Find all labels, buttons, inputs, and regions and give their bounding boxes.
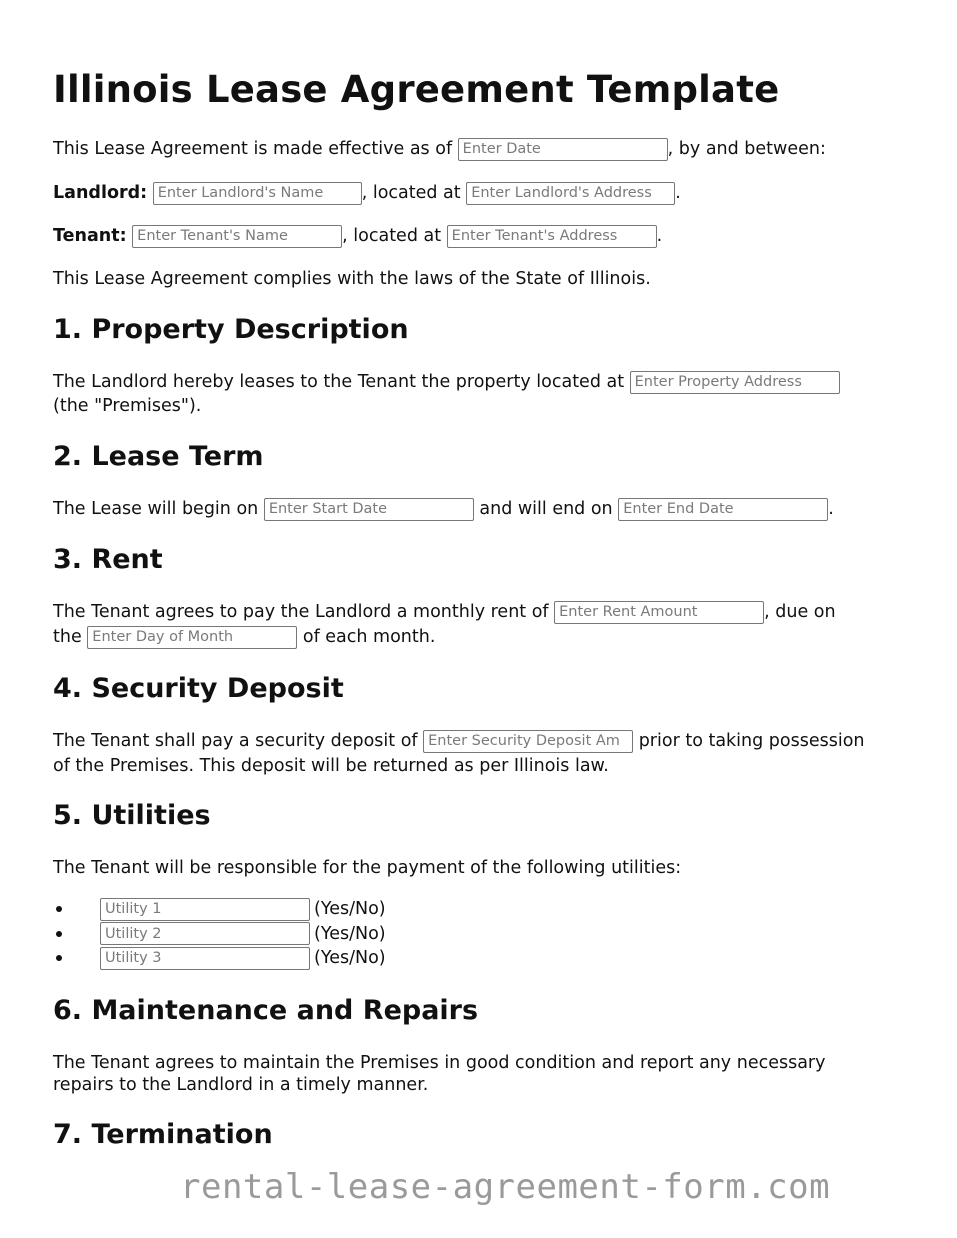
- tenant-located-text: , located at: [342, 226, 447, 246]
- deposit-text: The Tenant shall pay a security deposit of: [53, 731, 424, 751]
- list-item: [78, 897, 386, 922]
- maintenance-line-1: The Tenant agrees to maintain the Premises in good condition and report any necessary: [53, 1053, 826, 1073]
- landlord-label: Landlord:: [53, 183, 148, 203]
- utility-2-suffix: (Yes/No): [314, 923, 386, 944]
- property-line-1: [53, 370, 840, 394]
- landlord-located-text: , located at: [361, 183, 467, 203]
- tenant-address-input[interactable]: [447, 225, 657, 248]
- utility-3-suffix: (Yes/No): [314, 948, 386, 968]
- rent-day-input[interactable]: [87, 626, 297, 649]
- rent-due-text: , due on: [764, 602, 836, 622]
- section-heading-property: 1. Property Description: [53, 314, 409, 345]
- utilities-list: [53, 897, 386, 971]
- intro-line: [53, 137, 826, 161]
- rent-text: The Tenant agrees to pay the Landlord a monthly rent of: [53, 602, 555, 622]
- rent-amount-input[interactable]: [554, 601, 764, 624]
- rent-after-text: of each month.: [297, 627, 436, 647]
- utilities-intro: The Tenant will be responsible for the payment of the following utilities:: [53, 858, 682, 878]
- section-heading-term: 2. Lease Term: [53, 441, 264, 472]
- compliance-text: This Lease Agreement complies with the laws of the State of Illinois.: [53, 269, 651, 289]
- deposit-line-2: of the Premises. This deposit will be returned as per Illinois law.: [53, 756, 609, 776]
- term-line: [53, 497, 834, 521]
- watermark-text: rental-lease-agreement-form.com: [180, 1167, 831, 1207]
- effective-date-input[interactable]: [458, 138, 668, 161]
- landlord-line: [53, 181, 681, 205]
- security-deposit-input[interactable]: [423, 730, 633, 753]
- property-address-input[interactable]: [630, 371, 840, 394]
- rent-the-text: the: [53, 627, 88, 647]
- section-heading-maintenance: 6. Maintenance and Repairs: [53, 995, 479, 1026]
- landlord-line-end: .: [675, 183, 681, 203]
- deposit-line-1: [53, 729, 865, 753]
- landlord-address-input[interactable]: [466, 182, 675, 205]
- section-heading-deposit: 4. Security Deposit: [53, 673, 344, 704]
- rent-line-2: [53, 625, 435, 649]
- maintenance-line-2: repairs to the Landlord in a timely manner.: [53, 1075, 429, 1095]
- term-line-end: .: [828, 499, 834, 519]
- term-text: The Lease will begin on: [53, 499, 264, 519]
- section-heading-utilities: 5. Utilities: [53, 800, 211, 831]
- page-title: Illinois Lease Agreement Template: [53, 68, 780, 111]
- utility-2-input[interactable]: [100, 922, 310, 945]
- tenant-label: Tenant:: [53, 226, 127, 246]
- start-date-input[interactable]: [264, 498, 474, 521]
- list-item: [78, 922, 386, 947]
- landlord-name-input[interactable]: [153, 182, 362, 205]
- tenant-name-input[interactable]: [132, 225, 342, 248]
- property-text: The Landlord hereby leases to the Tenant the property located at: [53, 372, 630, 392]
- tenant-line: [53, 224, 662, 248]
- list-item: [78, 946, 386, 971]
- utility-3-input[interactable]: [100, 947, 310, 970]
- section-heading-rent: 3. Rent: [53, 544, 163, 575]
- intro-text-end: , by and between:: [667, 139, 826, 159]
- tenant-line-end: .: [656, 226, 663, 246]
- deposit-after-text: prior to taking possession: [633, 731, 865, 751]
- rent-line-1: [53, 600, 836, 624]
- intro-text: This Lease Agreement is made effective as of: [53, 139, 458, 159]
- end-date-input[interactable]: [618, 498, 828, 521]
- utility-1-input[interactable]: [100, 898, 310, 921]
- section-heading-termination: 7. Termination: [53, 1119, 273, 1150]
- term-middle-text: and will end on: [473, 499, 619, 519]
- utility-1-suffix: (Yes/No): [314, 899, 386, 919]
- property-line-2: (the "Premises").: [53, 396, 202, 416]
